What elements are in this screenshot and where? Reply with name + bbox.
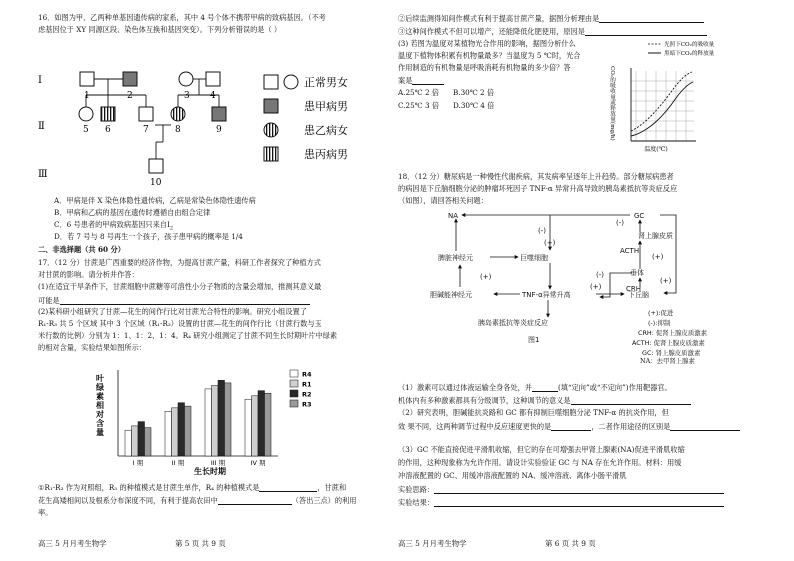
id-1: 1 [84,91,90,101]
legend-label-R2: R2 [302,390,312,399]
footer-left-course: 高三 5 月月考生物学 [38,539,107,548]
id-7: 7 [143,125,149,135]
bar-R1-2 [212,385,219,456]
sign-4: (+) [660,277,672,285]
q17-line7: 米行数的比例）分别为 1：1、1：2、1：4。R₄ 研究小组测定了甘蔗不同生长时期叶片中绿素 [38,331,338,340]
q17-3-line1: (3) 若图为温度对某植物光合作用的影响，据图分析什么 [398,39,576,48]
q18-a3-line4: 实验思路： [398,485,724,494]
q16-option-c[interactable]: C．6 号患者的甲病致病基因只来自$I_2$ [54,220,174,232]
bar-R2-2 [218,380,225,456]
graph-xlabel: 温度(℃) [644,146,668,153]
sign-8: (+) [480,273,492,281]
individual-2-affected-male [123,72,137,86]
id-4: 4 [210,91,216,101]
q16-option-b[interactable]: B．甲病和乙病的基因在遗传时遵循自由组合定律 [54,208,211,217]
node-insulin-resistance: 胰岛素抵抗等炎症反应 [478,319,548,327]
answer-blank-18-1[interactable] [532,383,558,392]
node-gc: GC [634,212,645,220]
legend-normal: 正常男女 [304,76,348,89]
legend-disease-c: 患丙病男 [304,148,348,161]
bar-R1-3 [252,396,259,456]
tnf-regulation-diagram [420,205,750,360]
q18-a1-line1: （1）激素可以通过体液运输全身各处，并 (填“定向”或“不定向”)作用靶器官。 [398,383,672,393]
legend-swatch-R2 [290,390,298,397]
q16-stem-line2: 虑基因位于 XY 同源区段、染色体互换和基因突变）。下列分析错误的是（ ） [38,25,282,34]
graph-legend-light: 光照下CO₂的吸收量 [664,42,715,48]
answer-blank-17-6[interactable] [412,76,444,85]
answer-blank-17-5[interactable] [585,27,707,36]
sign-2: (+) [544,239,556,247]
bar-R2-1 [178,403,185,456]
answer-blank-18-5[interactable] [434,485,724,494]
q18-a3-line3: 冲溶液配置的 GC、用缓冲溶液配置的 NA、缓冲溶液、离体小肠平滑肌 [398,471,627,480]
q17-3-line3: 作用制造的有机物量是呼吸消耗有机物量的多少倍？答 [398,63,571,72]
pedigree-diagram [38,62,378,192]
legend-swatch-R4 [290,370,298,377]
q18-line2: 的病因是下丘脑细胞分泌的肿瘤坏死因子 TNF-α 异常升高导致的胰岛素抵抗等炎症反应 [398,184,678,193]
q18-a2-line1: （2）研究表明，胆碱能抗炎路和 GC 都有抑制巨噬细胞分泌 TNF-α 的抗炎作用，但 [398,408,669,417]
q17-line5: (2)某科研小组研究了甘蔗—花生的间作行比对甘蔗光合特性的影响。研究小组设置了 [38,307,307,316]
node-adrenal: 肾上腺皮质 [638,232,673,240]
footer-right-course: 高三 5 月月考生物学 [398,539,467,548]
q17-line3: (1)在适宜干旱条件下，甘蔗细胞中蔗糖等可溶性小分子物质的含量会增加，推测其意义最 [38,282,322,291]
node-na: NA [448,212,459,220]
chart-xlabel: 生长时期 [194,467,226,476]
answer-blank-18-2[interactable] [571,396,691,405]
q16-stem-line1: 16．如图为甲、乙两种单基因遗传病的家系，其中 4 号个体不携带甲病的致病基因。（不考 [38,13,326,22]
id-3: 3 [184,91,190,101]
q17-part3: ③这种间作模式不但可以增产，还能降低化肥使用，原因是 [398,27,707,36]
x-tick-label-1: II 期 [171,459,185,467]
q17-line6: R₁-R₃ 共 5 个区域 其中 3 个区域（R₁-R₃）设置的甘蔗—花生的间作行比（甘蔗行数与玉 [38,319,322,328]
bar-R2-0 [138,422,145,456]
id-2: 2 [127,91,133,101]
bar-R4-2 [205,389,212,456]
node-acth: ACTH [620,247,640,255]
bar-R4-1 [165,411,172,456]
q17-sub1: ①R₁-R₃ 作为对照组，R₃ 的种植模式是甘蔗生单作，R₄ 的种植模式是 ，甘蔗和 [38,483,347,493]
q17-3-line4: 案是 [398,76,444,85]
q18-a3-line5: 实验结果： [398,498,724,507]
bar-R1-1 [172,408,179,456]
q18-line3: （如图），请回答相关问题： [398,196,488,205]
sign-7: (-) [616,219,624,227]
q17-sub3: 率。 [38,508,53,517]
bar-R3-2 [225,383,232,456]
node-pituitary: 垂体 [630,269,644,277]
graph-legend-dark: 黑暗下CO₂的释放量 [664,51,715,57]
gen-label-2: Ⅱ [38,121,45,132]
legend-swatch-R3 [290,400,298,407]
sign-5: (-) [596,271,604,279]
bar-R4-3 [245,399,252,456]
sign-3: (+) [652,253,664,261]
chlorophyll-bar-chart [88,356,338,478]
bar-R4-0 [125,430,132,456]
q17-line1: 17．（12 分）甘蔗是广西重要的经济作物，为提高甘蔗产量，科研工作者探究了种植方式 [38,258,321,267]
individual-3-normal-female [179,72,193,86]
q17-line4: 可能是 [38,296,310,305]
individual-10-normal-male [149,159,163,173]
id-6: 6 [105,125,111,135]
key-inhibit: (-):抑制 [648,319,671,327]
bar-R3-1 [185,406,192,456]
section-2-heading: 二、非选择题（共 60 分） [38,245,125,254]
q16-option-d[interactable]: D．若 7 号与 8 号再生一个孩子，孩子患甲病的概率是 1/4 [54,232,243,241]
key-promote: (+):促进 [648,309,674,317]
legend-label-R3: R3 [302,400,312,409]
q16-option-a[interactable]: A．甲病是伴 X 染色体隐性遗传病，乙病是常染色体隐性遗传病 [54,196,256,205]
id-5: 5 [83,125,89,135]
x-tick-label-2: III 期 [210,459,226,467]
x-tick-label-0: I 期 [132,459,144,467]
answer-blank-17-2[interactable] [259,483,317,492]
individual-1-normal-male [80,72,94,86]
node-crh: CRH [626,285,642,293]
choices-row2: C.25℃ 3 倍 D.30℃ 4 倍 [398,101,495,110]
q17-part2: ②后续监测得知间作模式有利于提高甘蔗产量，据图分析理由是 [398,14,704,23]
legend-label-R4: R4 [302,370,312,379]
answer-blank-18-6[interactable] [434,498,724,507]
q17-sub2: 花生高矮相间以及根系分布深度不同，有利于提高农田中 （答出三点）的利用 [38,496,357,506]
node-cholinergic-neuron: 胆碱能神经元 [430,291,472,299]
gen-label-1: Ⅰ [38,75,42,86]
answer-blank-17-1[interactable] [60,296,310,305]
node-hypothalamus: 下丘脑 [628,291,649,299]
legend-disease-b: 患乙病女 [304,124,348,137]
q17-line2: 对甘蔗的影响。请分析并作答： [38,270,139,279]
sign-1: (-) [538,227,546,235]
choices-row1: A.25℃ 2 倍 B.30℃ 2 倍 [398,88,495,97]
footer-right-page: 第 6 页 共 9 页 [545,539,596,548]
figure-label: 图1 [528,336,540,344]
answer-blank-18-4[interactable] [670,422,740,431]
q17-3-line2: 温度下植物体积累有机物量最多？当温度为 5 ℃时，光合 [398,51,581,60]
individual-4-normal-male [206,72,220,86]
q18-a1-line2: 机体内有多种激素都具有分级调节，这种调节的意义是 [398,396,691,405]
q18-a3-line1: （3）GC 不能直接促进平滑肌收缩，但它的存在可增强去甲肾上腺素(NA)促进平滑肌收缩 [398,445,685,454]
bar-R3-3 [265,393,272,456]
id-9: 9 [216,125,222,135]
footer-left-page: 第 5 页 共 9 页 [175,539,226,548]
bar-R1-0 [132,426,139,456]
individual-8-affected-female [171,107,185,121]
id-8: 8 [175,125,181,135]
answer-blank-18-3[interactable] [551,422,591,431]
individual-9-affected-male [212,107,226,121]
sign-6: (+) [590,283,602,291]
x-tick-label-3: IV 期 [250,459,266,467]
node-macrophage: 巨噬细胞 [520,254,548,262]
node-tnf: TNF-α异常升高 [522,291,571,299]
node-spleen-neuron: 脾脏神经元 [438,254,473,262]
key-na: NA：去甲肾上腺素 [640,357,695,365]
q18-a3-line2: 的作用，这种现象称为允许作用。请设计实验验证 GC 与 NA 存在允许作用。材料：用缓 [398,458,682,467]
temperature-co2-graph [606,36,766,156]
chart-ylabel: 叶绿素相对含量 [95,374,105,437]
individual-5-normal-female [79,107,93,121]
q18-line1: 18．（12 分）糖尿病是一种慢性代谢疾病，其发病率呈逐年上升趋势。部分糖尿病患者 [398,172,674,181]
gen-label-3: Ⅲ [38,169,48,180]
q18-a2-line2: 效 果不同，这两种调节过程中反应速度更快的是 ，二者作用途径的区别是 [398,422,740,431]
legend-swatch-R1 [290,380,298,387]
answer-blank-17-4[interactable] [599,14,704,23]
individual-6-affected-male [101,107,115,121]
individual-7-normal-male [139,107,153,121]
key-crh: CRH: 促肾上腺皮质激素 [638,329,708,337]
bar-R2-3 [258,391,265,456]
bar-R3-0 [145,428,152,456]
legend-label-R1: R1 [302,380,312,389]
id-10: 10 [150,178,162,188]
key-acth: ACTH: 促肾上腺皮质激素 [632,339,705,347]
legend-disease-a: 患甲病男 [304,100,348,113]
q17-line8: 的相对含量，实验结果如图所示： [38,343,146,352]
answer-blank-17-3[interactable] [218,496,292,505]
graph-ylabel: CO₂的吸收量或释放量(mg/h) [609,66,615,141]
key-gc: GC: 肾上腺皮质激素 [642,349,701,357]
